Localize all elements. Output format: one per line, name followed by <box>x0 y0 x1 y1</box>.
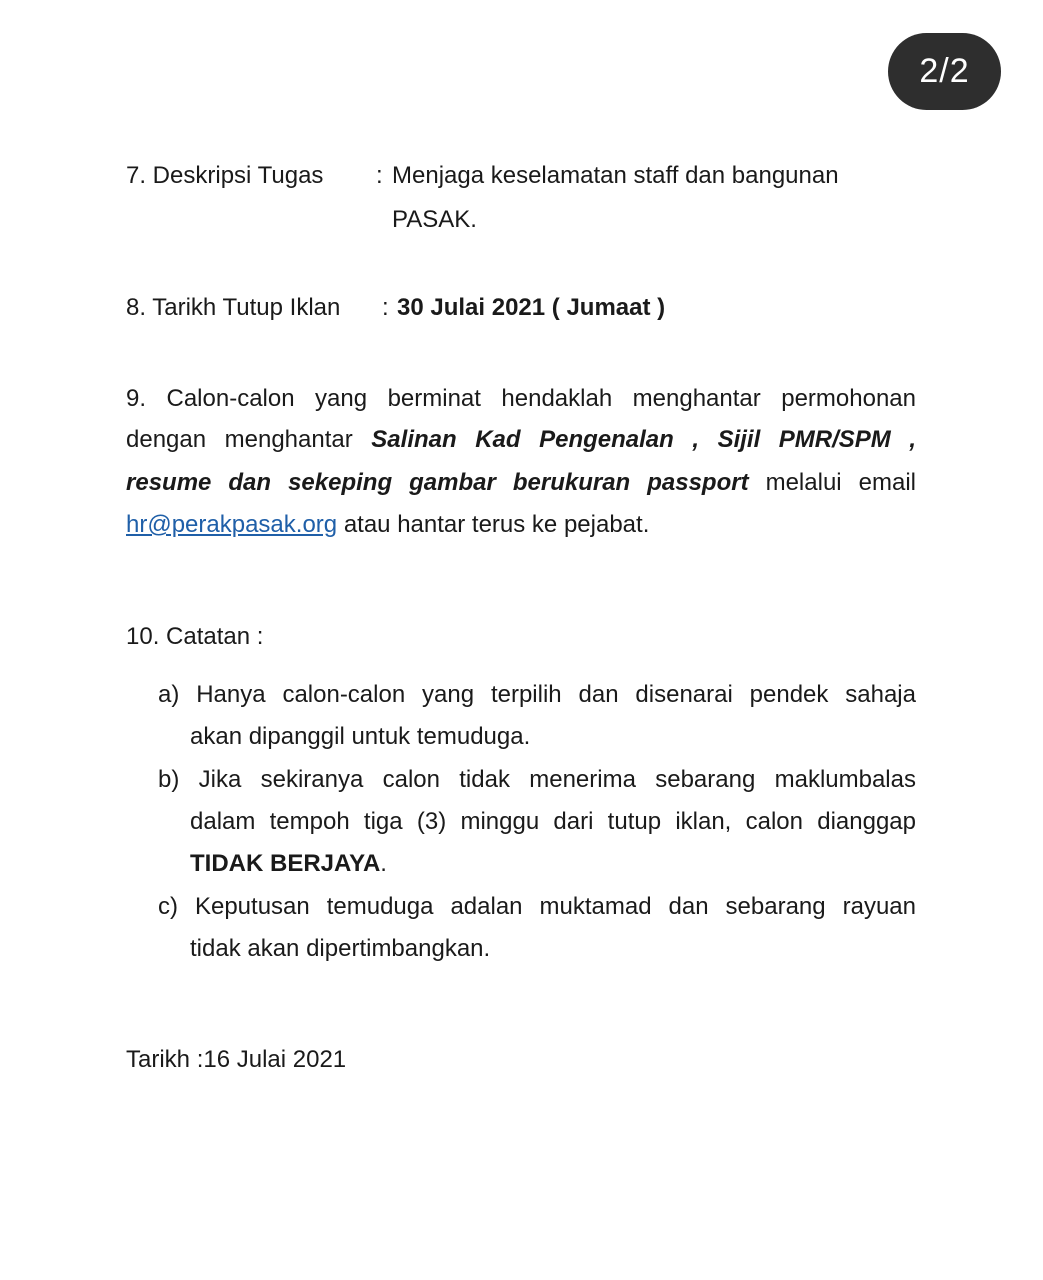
item7-label: 7. Deskripsi Tugas <box>126 162 324 189</box>
item9-line1: 9. Calon-calon yang berminat hendaklah menghantar permohonan <box>126 385 916 412</box>
page-indicator-badge: 2/2 <box>888 33 1001 110</box>
item7-value-line1: Menjaga keselamatan staff dan bangunan <box>392 162 839 189</box>
item10-b-period: . <box>380 850 387 877</box>
item9-line4 <box>126 510 649 540</box>
item9-line3 <box>126 468 916 498</box>
item10-b-status: TIDAK BERJAYA <box>190 850 381 877</box>
item9-line3-plain: melalui email <box>765 469 916 496</box>
item10-b-line3 <box>190 849 387 879</box>
item10-b-line1: b) Jika sekiranya calon tidak menerima sebarang maklumbalas <box>158 766 916 793</box>
item7-colon: : <box>376 162 383 189</box>
email-link[interactable]: hr@perakpasak.org <box>126 511 338 538</box>
item9-line2-bold: Salinan Kad Pengenalan , Sijil PMR/SPM , <box>371 426 917 453</box>
item9-line3-bold: resume dan sekeping gambar berukuran passport <box>126 469 749 496</box>
item9-line2 <box>126 425 916 455</box>
item9-line4-plain: atau hantar terus ke pejabat. <box>343 511 650 538</box>
item10-a-line2: akan dipanggil untuk temuduga. <box>190 723 531 750</box>
item8-label: 8. Tarikh Tutup Iklan <box>126 294 341 321</box>
item10-a-line1: a) Hanya calon-calon yang terpilih dan disenarai pendek sahaja <box>158 681 916 708</box>
item10-heading: 10. Catatan : <box>126 623 264 650</box>
item10-b-line2: dalam tempoh tiga (3) minggu dari tutup iklan, calon dianggap <box>190 808 916 835</box>
item7-value-line2: PASAK. <box>392 206 477 233</box>
item8-colon: : <box>382 294 389 321</box>
item8-value: 30 Julai 2021 ( Jumaat ) <box>397 294 666 321</box>
footer-date: Tarikh :16 Julai 2021 <box>126 1046 347 1073</box>
item9-line2-plain: dengan menghantar <box>126 426 353 453</box>
item10-c-line1: c) Keputusan temuduga adalan muktamad dan sebarang rayuan <box>158 893 916 920</box>
item10-c-line2: tidak akan dipertimbangkan. <box>190 935 491 962</box>
